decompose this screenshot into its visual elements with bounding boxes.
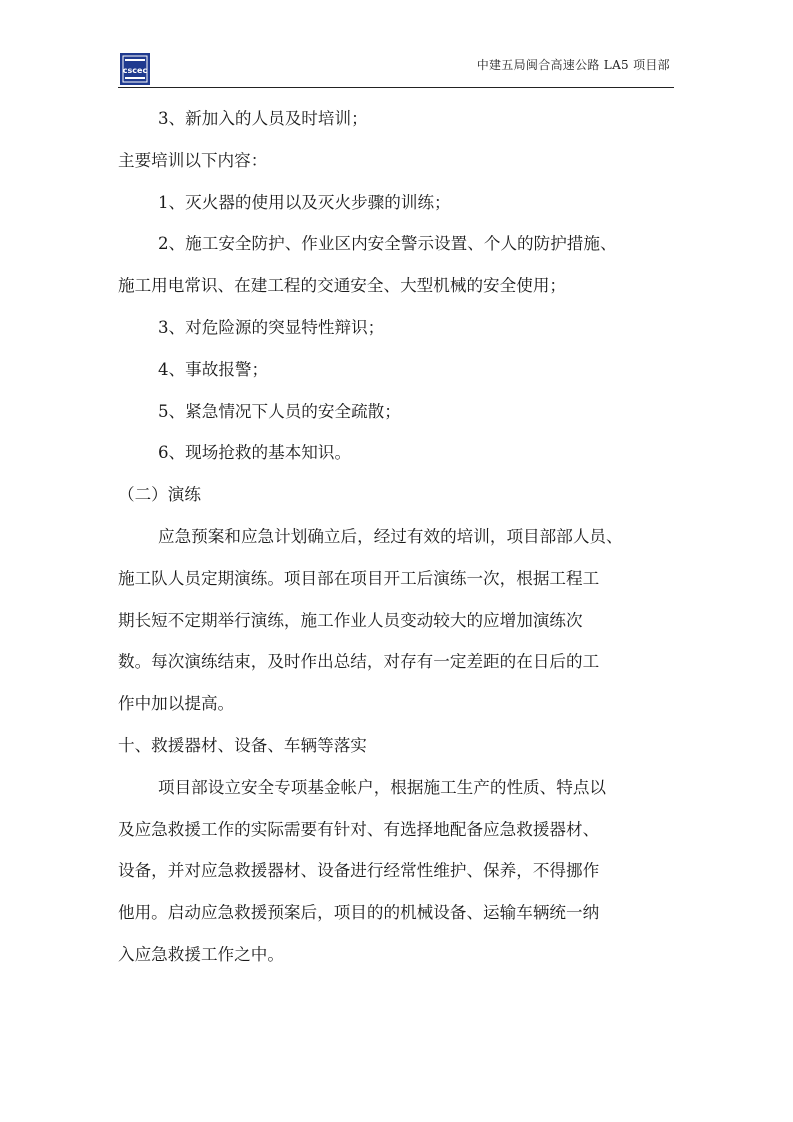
paragraph-line: 3、新加入的人员及时培训； [158,109,368,128]
paragraph-line: 施工队人员定期演练。项目部在项目开工后演练一次，根据工程工 [118,568,600,588]
list-item: 5、紧急情况下人员的安全疏散； [158,401,401,421]
list-item: 2、施工安全防护、作业区内安全警示设置、个人的防护措施、 [158,234,617,254]
header-title: 中建五局闽合高速公路 LA5 项目部 [476,58,670,72]
document-body [118,98,674,976]
page-header [118,48,674,88]
paragraph-line: 及应急救援工作的实际需要有针对、有选择地配备应急救援器材、 [118,819,600,839]
list-item: 1、灭火器的使用以及灭火步骤的训练； [158,192,451,212]
logo-text: cscec [122,66,148,75]
paragraph-line: 期长短不定期举行演练，施工作业人员变动较大的应增加演练次 [118,610,583,630]
paragraph-line: 应急预案和应急计划确立后，经过有效的培训，项目部部人员、 [158,526,623,546]
paragraph-line: 作中加以提高。 [118,694,235,714]
paragraph-line: 数。每次演练结束，及时作出总结，对存有一定差距的在日后的工 [118,652,600,672]
paragraph-line: 入应急救援工作之中。 [118,944,284,964]
section-heading: 主要培训以下内容： [118,150,268,170]
paragraph-line: 施工用电常识、在建工程的交通安全、大型机械的安全使用； [118,276,567,296]
header-rule [118,87,674,88]
section-heading: 十、救援器材、设备、车辆等落实 [118,735,367,755]
list-item: 6、现场抢救的基本知识。 [158,443,352,463]
paragraph-line: 项目部设立安全专项基金帐户，根据施工生产的性质、特点以 [158,777,607,797]
company-logo [120,53,150,85]
paragraph-line: 他用。启动应急救援预案后，项目的的机械设备、运输车辆统一纳 [118,903,600,923]
paragraph-line: 设备，并对应急救援器材、设备进行经常性维护、保养，不得挪作 [118,861,600,881]
list-item: 4、事故报警； [158,359,269,379]
section-heading: （二）演练 [118,485,201,505]
list-item: 3、对危险源的突显特性辩识； [158,317,385,337]
